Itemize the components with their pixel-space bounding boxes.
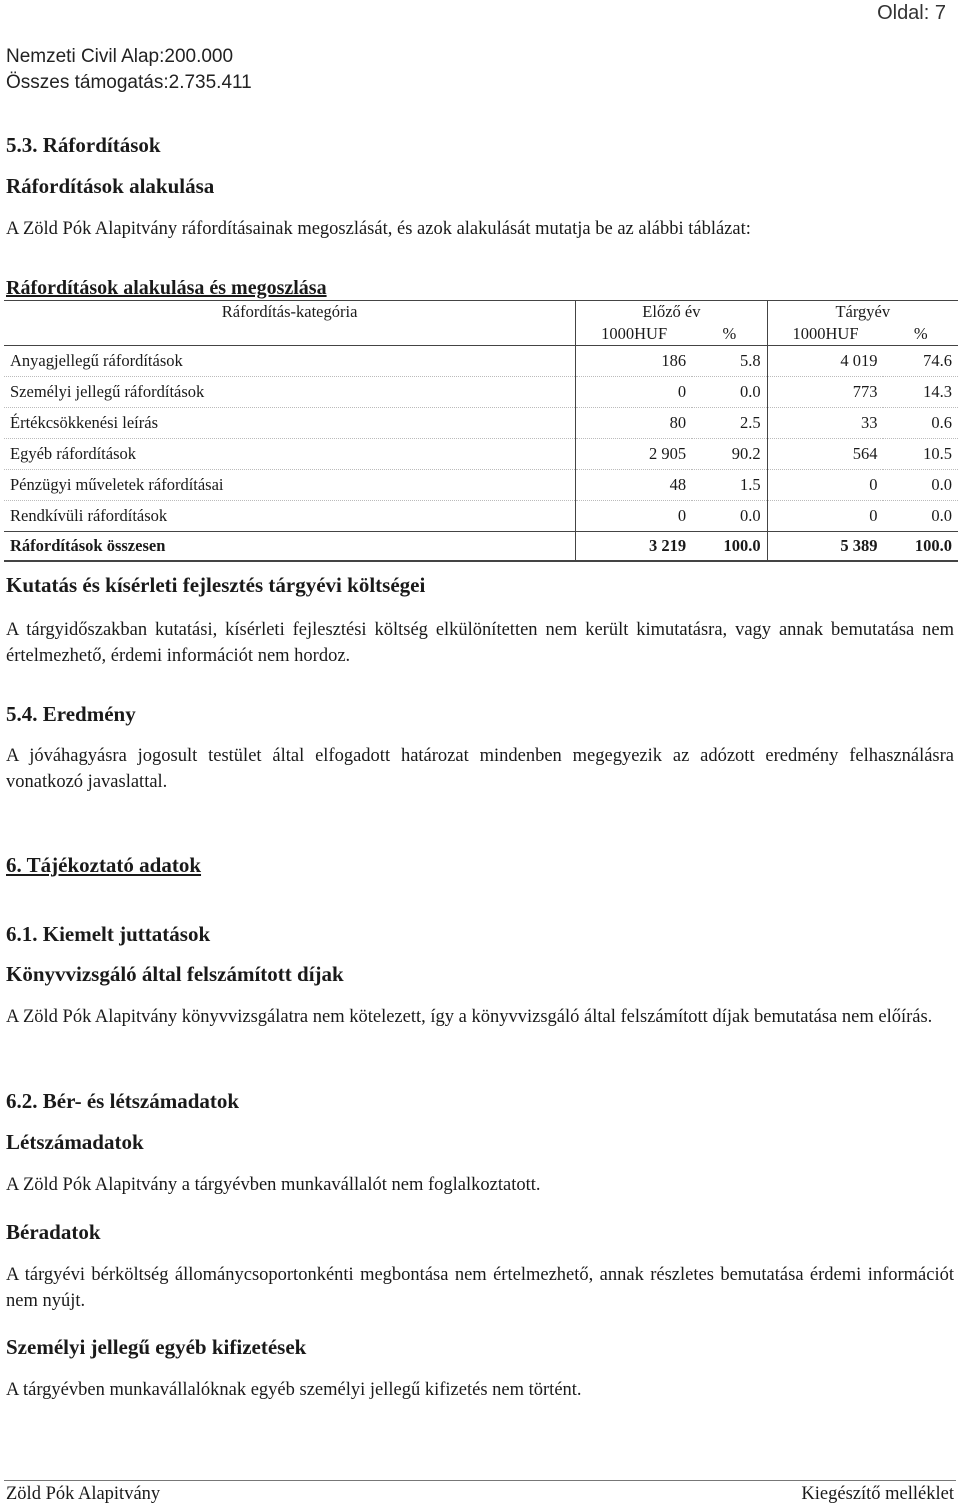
wage-title: Béradatok [6, 1220, 101, 1244]
section-6-1-subtitle: Könyvvizsgáló által felszámított díjak [6, 962, 344, 986]
page-number: Oldal: 7 [877, 2, 946, 24]
header-current-year: Tárgyév [767, 301, 958, 324]
row-prev-value: 80 [576, 408, 692, 439]
costs-table [4, 300, 958, 562]
section-5-4-text: A jóváhagyásra jogosult testület által elfogadott határozat mindenben megegyezik az adózott eredmény felhasználásra vonatkozó javaslattal. [6, 746, 954, 792]
header-blank [4, 323, 576, 346]
section-5-3-subtitle: Ráfordítások alakulása [6, 174, 215, 198]
row-prev-pct: 0.0 [692, 501, 767, 532]
row-label: Rendkívüli ráfordítások [4, 501, 576, 532]
total-curr-pct: 100.0 [883, 532, 958, 562]
footer-document-type: Kiegészítő melléklet [801, 1484, 954, 1504]
table-subheader-row [4, 323, 958, 346]
total-curr-value: 5 389 [767, 532, 883, 562]
header-meta-total-support: Összes támogatás:2.735.411 [6, 72, 252, 93]
row-prev-value: 48 [576, 470, 692, 501]
row-prev-pct: 5.8 [692, 346, 767, 377]
header-prev-pct: % [692, 323, 767, 346]
row-curr-pct: 0.0 [883, 470, 958, 501]
row-prev-value: 186 [576, 346, 692, 377]
headcount-text: A Zöld Pók Alapitvány a tárgyévben munkavállalót nem foglalkoztatott. [6, 1175, 541, 1195]
other-payments-text: A tárgyévben munkavállalóknak egyéb személyi jellegű kifizetés nem történt. [6, 1380, 582, 1400]
table-row [4, 439, 958, 470]
header-prev-year: Előző év [576, 301, 767, 324]
row-curr-value: 564 [767, 439, 883, 470]
row-label: Pénzügyi műveletek ráfordításai [4, 470, 576, 501]
header-prev-unit: 1000HUF [576, 323, 692, 346]
row-curr-pct: 0.6 [883, 408, 958, 439]
row-prev-value: 2 905 [576, 439, 692, 470]
section-6-title: 6. Tájékoztató adatok [6, 853, 202, 877]
headcount-title: Létszámadatok [6, 1130, 144, 1154]
section-5-4-title: 5.4. Eredmény [6, 702, 136, 726]
section-5-3-title: 5.3. Ráfordítások [6, 133, 161, 157]
research-text: A tárgyidőszakban kutatási, kísérleti fejlesztési költség elkülönítetten nem került kimutatásra, vagy annak bemutatása nem értelmezhető, érdemi információt nem hordoz. [6, 620, 954, 666]
row-curr-pct: 14.3 [883, 377, 958, 408]
row-curr-value: 0 [767, 470, 883, 501]
row-curr-pct: 0.0 [883, 501, 958, 532]
footer-organization: Zöld Pók Alapitvány [6, 1484, 161, 1504]
section-5-3-intro: A Zöld Pók Alapitvány ráfordításainak megoszlását, és azok alakulását mutatja be az alábbi táblázat: [6, 219, 751, 239]
row-prev-value: 0 [576, 501, 692, 532]
table-total-row [4, 532, 958, 562]
row-label: Személyi jellegű ráfordítások [4, 377, 576, 408]
row-curr-pct: 74.6 [883, 346, 958, 377]
table-title: Ráfordítások alakulása és megoszlása [6, 277, 327, 299]
section-6-1-text: A Zöld Pók Alapitvány könyvvizsgálatra nem kötelezett, így a könyvvizsgáló által felszámított díjak bemutatása nem előírás. [6, 1007, 933, 1027]
row-prev-pct: 90.2 [692, 439, 767, 470]
table-row [4, 346, 958, 377]
row-label: Értékcsökkenési leírás [4, 408, 576, 439]
row-curr-pct: 10.5 [883, 439, 958, 470]
row-curr-value: 773 [767, 377, 883, 408]
table-row [4, 408, 958, 439]
table-header-row [4, 301, 958, 324]
table-row [4, 377, 958, 408]
table-row [4, 470, 958, 501]
footer-divider [4, 1480, 956, 1481]
header-curr-pct: % [883, 323, 958, 346]
row-curr-value: 4 019 [767, 346, 883, 377]
header-curr-unit: 1000HUF [767, 323, 883, 346]
row-prev-pct: 2.5 [692, 408, 767, 439]
row-prev-pct: 0.0 [692, 377, 767, 408]
table-row [4, 501, 958, 532]
row-prev-value: 0 [576, 377, 692, 408]
total-prev-value: 3 219 [576, 532, 692, 562]
row-label: Egyéb ráfordítások [4, 439, 576, 470]
row-curr-value: 33 [767, 408, 883, 439]
section-6-1-title: 6.1. Kiemelt juttatások [6, 922, 211, 946]
other-payments-title: Személyi jellegű egyéb kifizetések [6, 1335, 307, 1359]
section-6-2-title: 6.2. Bér- és létszámadatok [6, 1089, 240, 1113]
research-title: Kutatás és kísérleti fejlesztés tárgyévi költségei [6, 573, 426, 597]
total-label: Ráfordítások összesen [4, 532, 576, 562]
wage-text: A tárgyévi bérköltség állománycsoportonkénti megbontása nem értelmezhető, annak részletes bemutatása érdemi információt nem nyújt. [6, 1265, 954, 1311]
row-prev-pct: 1.5 [692, 470, 767, 501]
header-category: Ráfordítás-kategória [4, 301, 576, 324]
header-meta-ncal: Nemzeti Civil Alap:200.000 [6, 46, 234, 67]
row-label: Anyagjellegű ráfordítások [4, 346, 576, 377]
total-prev-pct: 100.0 [692, 532, 767, 562]
row-curr-value: 0 [767, 501, 883, 532]
